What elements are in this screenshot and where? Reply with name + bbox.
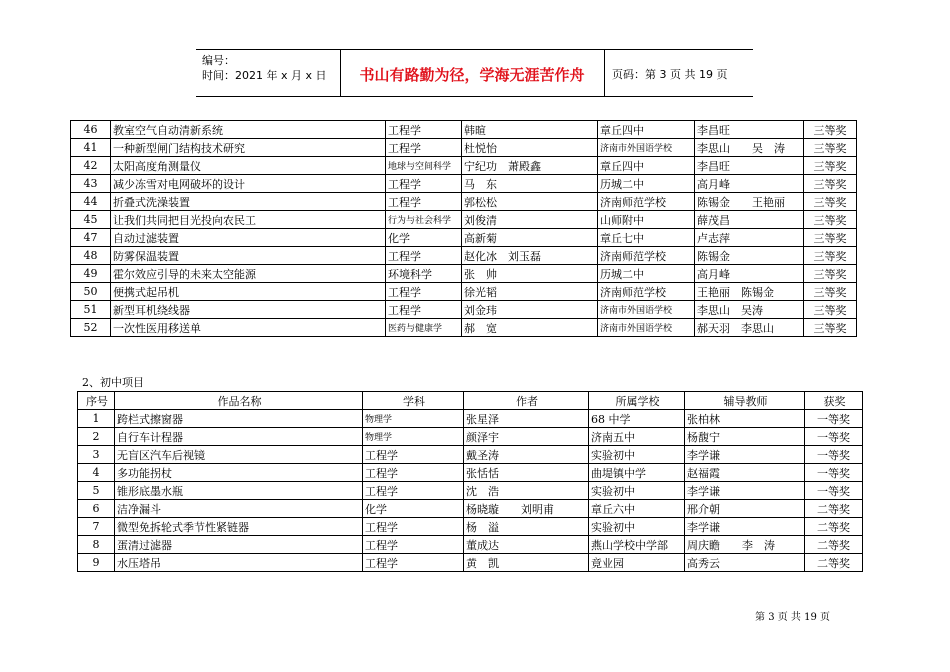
cell-name: 洁净漏斗 [115,500,363,518]
cell-author: 郝 宽 [462,319,598,337]
cell-school: 山师附中 [598,211,695,229]
page-footer: 第 3 页 共 19 页 [755,612,830,623]
cell-subject: 工程学 [363,518,464,536]
header-no: 序号 [78,392,115,410]
cell-teacher: 郝天羽 李思山 [695,319,804,337]
cell-award: 一等奖 [805,428,863,446]
table-row [71,247,857,265]
cell-award: 三等奖 [804,211,857,229]
cell-author: 董成达 [464,536,589,554]
cell-subject: 工程学 [363,554,464,572]
cell-school: 68 中学 [589,410,685,428]
header-motto: 书山有路勤为径，学海无涯苦作舟 [359,66,585,84]
cell-award: 三等奖 [804,193,857,211]
cell-subject: 行为与社会科学 [386,211,462,229]
cell-author: 戴圣涛 [464,446,589,464]
cell-no: 45 [71,211,111,229]
cell-award: 三等奖 [804,121,857,139]
cell-author: 黄 凯 [464,554,589,572]
cell-school: 实验初中 [589,446,685,464]
cell-no: 4 [78,464,115,482]
cell-school: 济南五中 [589,428,685,446]
cell-teacher: 王艳丽 陈锡金 [695,283,804,301]
cell-award: 二等奖 [805,500,863,518]
cell-author: 高新菊 [462,229,598,247]
table-row [71,319,857,337]
table-row [78,482,863,500]
time-label: 时间：2021 年 x 月 x 日 [202,69,327,82]
table-row [78,518,863,536]
cell-award: 三等奖 [804,157,857,175]
cell-author: 杨 溢 [464,518,589,536]
cell-subject: 工程学 [386,283,462,301]
cell-subject: 工程学 [363,464,464,482]
cell-no: 49 [71,265,111,283]
cell-author: 韩暄 [462,121,598,139]
table-row [71,301,857,319]
cell-teacher: 高月峰 [695,175,804,193]
table-row [78,500,863,518]
cell-no: 47 [71,229,111,247]
cell-teacher: 陈锡金 [695,247,804,265]
cell-subject: 工程学 [386,301,462,319]
cell-award: 三等奖 [804,229,857,247]
cell-subject: 工程学 [363,482,464,500]
cell-name: 一种新型闸门结构技术研究 [111,139,386,157]
cell-author: 杨晓璇 刘明甫 [464,500,589,518]
cell-no: 6 [78,500,115,518]
cell-name: 蛋清过滤器 [115,536,363,554]
cell-name: 自行车计程器 [115,428,363,446]
cell-teacher: 薛茂昌 [695,211,804,229]
cell-teacher: 赵福霞 [685,464,805,482]
cell-name: 霍尔效应引导的未来太空能源 [111,265,386,283]
cell-school: 济南市外国语学校 [598,319,695,337]
cell-no: 5 [78,482,115,500]
table-row [71,139,857,157]
cell-name: 便携式起吊机 [111,283,386,301]
cell-author: 郭松松 [462,193,598,211]
junior-project-table [77,391,863,572]
cell-no: 50 [71,283,111,301]
cell-subject: 化学 [363,500,464,518]
cell-name: 跨栏式擦窗器 [115,410,363,428]
cell-author: 刘俊清 [462,211,598,229]
header-school: 所属学校 [589,392,685,410]
cell-name: 让我们共同把目光投向农民工 [111,211,386,229]
cell-name: 多功能拐杖 [115,464,363,482]
header-divider [340,50,341,96]
cell-subject: 环境科学 [386,265,462,283]
cell-subject: 医药与健康学 [386,319,462,337]
cell-teacher: 李思山 吴涛 [695,301,804,319]
table-header-row [78,392,863,410]
cell-award: 二等奖 [805,518,863,536]
cell-teacher: 李思山 吴 涛 [695,139,804,157]
cell-no: 8 [78,536,115,554]
cell-school: 济南师范学校 [598,193,695,211]
cell-subject: 地球与空间科学 [386,157,462,175]
table-row [71,121,857,139]
cell-no: 48 [71,247,111,265]
cell-award: 三等奖 [804,283,857,301]
table-row [78,446,863,464]
cell-teacher: 周庆瞻 李 涛 [685,536,805,554]
cell-teacher: 李昌旺 [695,157,804,175]
cell-name: 防雾保温装置 [111,247,386,265]
cell-no: 1 [78,410,115,428]
cell-school: 竟业园 [589,554,685,572]
number-label: 编号： [202,54,235,67]
cell-teacher: 卢志萍 [695,229,804,247]
cell-author: 刘金玮 [462,301,598,319]
cell-author: 张星泽 [464,410,589,428]
table-row [78,410,863,428]
cell-no: 2 [78,428,115,446]
cell-award: 三等奖 [804,175,857,193]
table-row [78,428,863,446]
cell-award: 三等奖 [804,265,857,283]
cell-no: 9 [78,554,115,572]
cell-school: 曲堤镇中学 [589,464,685,482]
cell-author: 沈 浩 [464,482,589,500]
cell-author: 杜悦怡 [462,139,598,157]
cell-school: 章丘六中 [589,500,685,518]
cell-author: 徐光韬 [462,283,598,301]
cell-name: 折叠式洗澡装置 [111,193,386,211]
cell-subject: 工程学 [386,247,462,265]
cell-subject: 工程学 [386,175,462,193]
cell-teacher: 陈锡金 王艳丽 [695,193,804,211]
cell-teacher: 高月峰 [695,265,804,283]
header-award: 获奖 [805,392,863,410]
cell-teacher: 李学谦 [685,518,805,536]
cell-award: 一等奖 [805,410,863,428]
header-teacher: 辅导教师 [685,392,805,410]
cell-author: 颜泽宇 [464,428,589,446]
cell-school: 实验初中 [589,482,685,500]
cell-school: 济南师范学校 [598,247,695,265]
cell-award: 一等奖 [805,464,863,482]
cell-school: 济南市外国语学校 [598,301,695,319]
cell-teacher: 李学谦 [685,482,805,500]
cell-teacher: 李学谦 [685,446,805,464]
cell-school: 章丘四中 [598,121,695,139]
header-page-label: 页码：第 3 页 共 19 页 [612,68,728,81]
cell-no: 43 [71,175,111,193]
cell-name: 新型耳机绕线器 [111,301,386,319]
section-title: 2、初中项目 [82,376,144,389]
cell-award: 三等奖 [804,319,857,337]
cell-award: 三等奖 [804,247,857,265]
cell-award: 二等奖 [805,554,863,572]
cell-no: 41 [71,139,111,157]
cell-subject: 工程学 [386,193,462,211]
cell-school: 济南师范学校 [598,283,695,301]
cell-school: 济南市外国语学校 [598,139,695,157]
table-row [71,283,857,301]
cell-no: 3 [78,446,115,464]
header-meta [202,53,327,83]
table-row [78,536,863,554]
cell-school: 实验初中 [589,518,685,536]
table-row [71,265,857,283]
header-author: 作者 [464,392,589,410]
cell-name: 教室空气自动清新系统 [111,121,386,139]
cell-teacher: 杨馥宁 [685,428,805,446]
table-row [71,175,857,193]
cell-no: 51 [71,301,111,319]
cell-award: 二等奖 [805,536,863,554]
cell-no: 7 [78,518,115,536]
table-row [71,157,857,175]
cell-name: 微型免拆轮式季节性紧链器 [115,518,363,536]
cell-subject: 工程学 [386,139,462,157]
cell-teacher: 张柏林 [685,410,805,428]
cell-school: 章丘四中 [598,157,695,175]
cell-subject: 化学 [386,229,462,247]
table-row [78,554,863,572]
cell-author: 赵化冰 刘玉磊 [462,247,598,265]
cell-no: 42 [71,157,111,175]
cell-subject: 工程学 [363,446,464,464]
cell-teacher: 李昌旺 [695,121,804,139]
cell-no: 44 [71,193,111,211]
table-row [71,211,857,229]
header-name: 作品名称 [115,392,363,410]
cell-author: 马 东 [462,175,598,193]
header-divider [604,50,605,96]
cell-no: 52 [71,319,111,337]
cell-subject: 物理学 [363,410,464,428]
cell-subject: 工程学 [386,121,462,139]
cell-subject: 工程学 [363,536,464,554]
cell-name: 自动过滤装置 [111,229,386,247]
cell-school: 章丘七中 [598,229,695,247]
cell-name: 无盲区汽车后视镜 [115,446,363,464]
cell-name: 一次性医用移送单 [111,319,386,337]
cell-award: 一等奖 [805,482,863,500]
cell-name: 锥形底墨水瓶 [115,482,363,500]
table-row [71,229,857,247]
cell-name: 减少冻雪对电网破坏的设计 [111,175,386,193]
senior-project-table [70,120,857,337]
table-row [78,464,863,482]
cell-name: 水压塔吊 [115,554,363,572]
cell-subject: 物理学 [363,428,464,446]
header-subject: 学科 [363,392,464,410]
cell-name: 太阳高度角测量仪 [111,157,386,175]
page-header [196,49,753,97]
cell-award: 三等奖 [804,139,857,157]
cell-author: 张恬恬 [464,464,589,482]
cell-award: 三等奖 [804,301,857,319]
cell-school: 历城二中 [598,175,695,193]
cell-author: 宁纪功 萧殿鑫 [462,157,598,175]
cell-school: 燕山学校中学部 [589,536,685,554]
cell-author: 张 帅 [462,265,598,283]
table-row [71,193,857,211]
cell-award: 一等奖 [805,446,863,464]
cell-teacher: 高秀云 [685,554,805,572]
cell-no: 46 [71,121,111,139]
cell-school: 历城二中 [598,265,695,283]
cell-teacher: 邢介朝 [685,500,805,518]
